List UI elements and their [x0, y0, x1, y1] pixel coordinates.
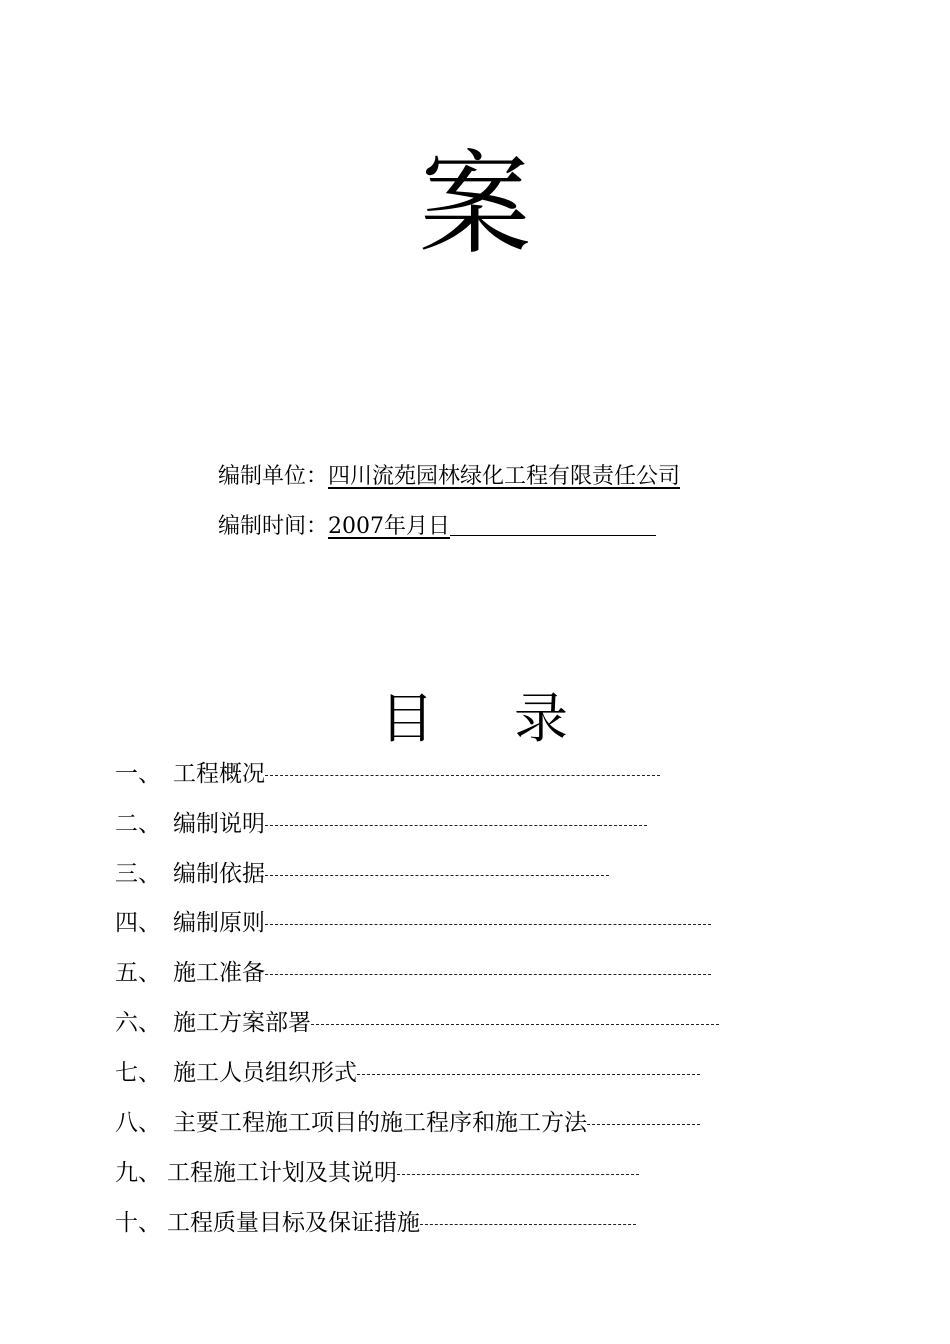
toc-leader — [265, 875, 609, 876]
date-label: 编制时间： — [218, 514, 329, 539]
toc-item[interactable] — [115, 757, 660, 791]
toc-item-number: 五、 — [115, 960, 161, 986]
toc-item-number: 八、 — [115, 1110, 161, 1136]
toc-leader — [587, 1124, 700, 1125]
toc-item[interactable] — [115, 906, 711, 940]
toc-item-text: 编制依据 — [173, 861, 265, 887]
date-blank-line — [450, 513, 656, 536]
toc-leader — [311, 1024, 719, 1025]
date-value: 2007年月日 — [328, 514, 451, 539]
toc-leader — [265, 924, 711, 925]
toc-item-number: 三、 — [115, 861, 161, 887]
toc-item-text: 工程质量目标及保证措施 — [167, 1210, 420, 1236]
toc-leader — [265, 775, 660, 776]
toc-leader — [265, 974, 711, 975]
org-label: 编制单位： — [218, 464, 329, 489]
toc-title-left: 目 — [380, 687, 434, 750]
toc-title-right: 录 — [514, 687, 568, 750]
toc-title — [380, 684, 568, 754]
toc-item[interactable] — [115, 857, 609, 891]
toc-item-text: 施工方案部署 — [173, 1010, 311, 1036]
toc-item-number: 二、 — [115, 811, 161, 837]
toc-item-number: 六、 — [115, 1010, 161, 1036]
toc-item[interactable] — [115, 1156, 639, 1190]
toc-item-text: 主要工程施工项目的施工程序和施工方法 — [173, 1110, 587, 1136]
date-row — [218, 512, 656, 542]
toc-leader — [397, 1174, 639, 1175]
cover-title-char: 案 — [419, 140, 531, 270]
toc-item-text: 编制原则 — [173, 910, 265, 936]
toc-leader — [420, 1224, 636, 1225]
toc-leader — [265, 825, 647, 826]
toc-item[interactable] — [115, 1056, 700, 1090]
toc-item-number: 四、 — [115, 910, 161, 936]
toc-item-text: 施工人员组织形式 — [173, 1060, 357, 1086]
toc-item-number: 九、 — [115, 1160, 161, 1186]
org-row — [218, 462, 680, 492]
toc-item-number: 七、 — [115, 1060, 161, 1086]
toc-item-text: 工程概况 — [173, 761, 265, 787]
org-value: 四川流苑园林绿化工程有限责任公司 — [328, 464, 681, 489]
toc-item[interactable] — [115, 807, 647, 841]
toc-item[interactable] — [115, 1006, 719, 1040]
toc-item-number: 一、 — [115, 761, 161, 787]
toc-item[interactable] — [115, 956, 711, 990]
toc-item[interactable] — [115, 1106, 700, 1140]
toc-item-text: 编制说明 — [173, 811, 265, 837]
toc-item-number: 十、 — [115, 1210, 161, 1236]
toc-leader — [357, 1074, 700, 1075]
toc-item-text: 工程施工计划及其说明 — [167, 1160, 397, 1186]
toc-item-text: 施工准备 — [173, 960, 265, 986]
toc-item[interactable] — [115, 1206, 636, 1240]
